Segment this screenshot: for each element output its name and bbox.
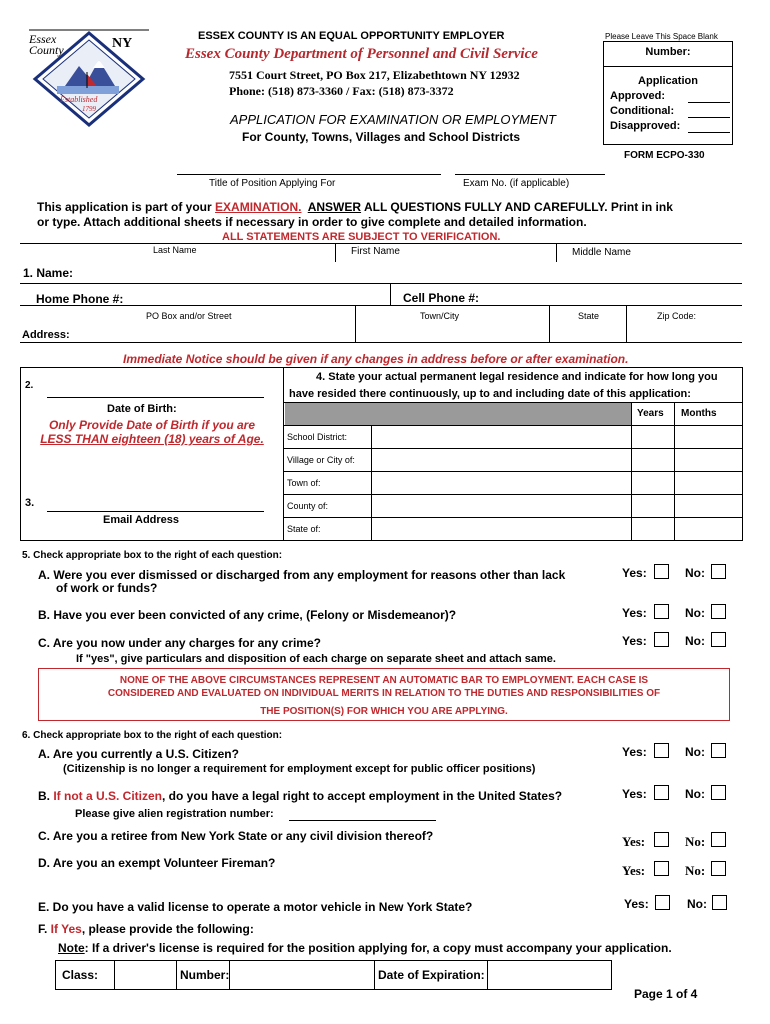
q6e-question: E. Do you have a valid license to operate a motor vehicle in New York State? bbox=[38, 900, 473, 914]
q6d-no-checkbox[interactable] bbox=[711, 861, 726, 876]
cell-phone-label: Cell Phone #: bbox=[403, 291, 480, 305]
q6b-yes-checkbox[interactable] bbox=[654, 785, 669, 800]
office-number-label: Number: bbox=[645, 46, 691, 58]
address-change-notice: Immediate Notice should be given if any changes in address before or after examination. bbox=[123, 352, 629, 366]
office-use-box bbox=[603, 41, 733, 145]
dob-input-line[interactable] bbox=[47, 397, 264, 398]
license-class-input[interactable] bbox=[115, 961, 176, 989]
q6a-question: A. Are you currently a U.S. Citizen? bbox=[38, 747, 239, 761]
q6a-no-label: No: bbox=[685, 745, 705, 759]
alien-registration-input[interactable] bbox=[289, 820, 436, 821]
q5a-question-cont: of work or funds? bbox=[56, 581, 158, 595]
q6f-prefix: F. bbox=[38, 922, 51, 936]
email-number: 3. bbox=[25, 497, 35, 509]
dob-number: 2. bbox=[25, 380, 34, 391]
dob-label: Date of Birth: bbox=[107, 403, 177, 415]
residence-shaded-cell bbox=[285, 402, 631, 425]
logo-county-name bbox=[29, 34, 64, 56]
q6f-red-text: If Yes bbox=[50, 922, 82, 936]
q6b-yes-label: Yes: bbox=[622, 787, 647, 801]
license-class-label: Class: bbox=[62, 968, 99, 982]
state-label: State bbox=[578, 311, 600, 321]
office-use-caption: Please Leave This Space Blank bbox=[605, 32, 718, 41]
q6a-note: (Citizenship is no longer a requirement for employment except for public officer positions) bbox=[63, 763, 536, 775]
q5a-no-label: No: bbox=[685, 566, 705, 580]
license-note bbox=[58, 941, 672, 955]
po-box-label: PO Box and/or Street bbox=[146, 311, 232, 321]
department-address: 7551 Court Street, PO Box 217, Elizabethtown NY 12932 bbox=[229, 68, 520, 82]
q6e-yes-label: Yes: bbox=[624, 897, 649, 911]
q5b-no-checkbox[interactable] bbox=[711, 604, 726, 619]
department-phone: Phone: (518) 873-3360 / Fax: (518) 873-3372 bbox=[229, 84, 454, 98]
q5c-yes-label: Yes: bbox=[622, 634, 647, 648]
notice-line2: CONSIDERED AND EVALUATED ON INDIVIDUAL MERITS IN RELATION TO THE DUTIES AND RESPONSIBILITIES OF bbox=[107, 688, 661, 699]
q5b-no-label: No: bbox=[685, 606, 705, 620]
license-expiration-input[interactable] bbox=[488, 961, 611, 989]
verification-warning: ALL STATEMENTS ARE SUBJECT TO VERIFICATION. bbox=[222, 231, 501, 243]
q5c-no-checkbox[interactable] bbox=[711, 632, 726, 647]
village-city-label: Village or City of: bbox=[287, 455, 355, 465]
first-name-label: First Name bbox=[351, 246, 400, 257]
instructions-part2: ALL QUESTIONS FULLY AND CAREFULLY. Print in ink bbox=[361, 200, 673, 214]
q6a-yes-checkbox[interactable] bbox=[654, 743, 669, 758]
middle-name-label: Middle Name bbox=[572, 247, 631, 258]
office-conditional-label: Conditional: bbox=[610, 105, 675, 117]
residence-intro-line2: have resided there continuously, up to and including date of this application: bbox=[289, 388, 691, 400]
logo-county-word1: Essex bbox=[29, 32, 57, 46]
email-input-line[interactable] bbox=[47, 511, 264, 512]
automatic-bar-notice bbox=[38, 668, 730, 721]
page-number: Page 1 of 4 bbox=[634, 987, 698, 1001]
office-application-label: Application bbox=[638, 75, 698, 87]
q6c-no-checkbox[interactable] bbox=[711, 832, 726, 847]
q5-heading: 5. Check appropriate box to the right of each question: bbox=[22, 550, 283, 561]
q6b-rest: , do you have a legal right to accept employment in the United States? bbox=[162, 789, 563, 803]
state-of-label: State of: bbox=[287, 524, 321, 534]
dob-note-line2: LESS THAN eighteen (18) years of Age. bbox=[40, 432, 264, 446]
form-subtitle: For County, Towns, Villages and School Districts bbox=[242, 130, 521, 144]
logo-county-word2: County bbox=[29, 43, 64, 57]
q5a-yes-checkbox[interactable] bbox=[654, 564, 669, 579]
q6c-yes-checkbox[interactable] bbox=[654, 832, 669, 847]
address-input[interactable] bbox=[75, 322, 355, 342]
notice-line3: THE POSITION(S) FOR WHICH YOU ARE APPLYING. bbox=[260, 706, 508, 717]
q6c-question: C. Are you a retiree from New York State or any civil division thereof? bbox=[38, 829, 434, 843]
residence-intro-line1: 4. State your actual permanent legal residence and indicate for how long you bbox=[316, 371, 718, 383]
name-input-area[interactable] bbox=[100, 262, 742, 282]
license-note-text: : If a driver's license is required for the position applying for, a copy must accompany your application. bbox=[84, 941, 672, 955]
email-label: Email Address bbox=[103, 514, 180, 526]
q6a-yes-label: Yes: bbox=[622, 745, 647, 759]
q6d-question: D. Are you an exempt Volunteer Fireman? bbox=[38, 856, 276, 870]
office-approved-label: Approved: bbox=[610, 90, 665, 102]
address-label: Address: bbox=[22, 329, 70, 341]
license-number-label: Number: bbox=[180, 968, 230, 982]
position-title-label: Title of Position Applying For bbox=[209, 178, 336, 189]
dob-note-line1: Only Provide Date of Birth if you are bbox=[48, 418, 256, 432]
q6e-no-label: No: bbox=[687, 897, 707, 911]
form-title: APPLICATION FOR EXAMINATION OR EMPLOYMENT bbox=[230, 112, 557, 127]
q6-heading: 6. Check appropriate box to the right of each question: bbox=[22, 730, 283, 741]
license-number-input[interactable] bbox=[230, 961, 374, 989]
last-name-label: Last Name bbox=[153, 245, 197, 255]
q6b-prefix: B. bbox=[38, 789, 54, 803]
years-header: Years bbox=[637, 408, 664, 419]
department-name: Essex County Department of Personnel and Civil Service bbox=[185, 46, 538, 62]
equal-opportunity-text: ESSEX COUNTY IS AN EQUAL OPPORTUNITY EMPLOYER bbox=[198, 30, 505, 42]
exam-number-label: Exam No. (if applicable) bbox=[463, 178, 570, 189]
q6d-yes-label: Yes: bbox=[622, 863, 646, 878]
instructions-answer-word: ANSWER bbox=[307, 200, 362, 214]
county-label: County of: bbox=[287, 501, 329, 511]
q5b-yes-label: Yes: bbox=[622, 606, 647, 620]
alien-registration-label: Please give alien registration number: bbox=[75, 808, 274, 820]
county-logo bbox=[27, 28, 151, 130]
q6b-no-checkbox[interactable] bbox=[711, 785, 726, 800]
logo-state: NY bbox=[112, 36, 133, 51]
q5b-question: B. Have you ever been convicted of any crime, (Felony or Misdemeanor)? bbox=[38, 608, 457, 622]
q5c-no-label: No: bbox=[685, 634, 705, 648]
q6b-no-label: No: bbox=[685, 787, 705, 801]
office-disapproved-label: Disapproved: bbox=[610, 120, 681, 132]
license-expiration-label: Date of Expiration: bbox=[378, 968, 485, 982]
dob-age-note bbox=[22, 418, 282, 446]
q6b-question bbox=[38, 789, 562, 803]
q5b-yes-checkbox[interactable] bbox=[654, 604, 669, 619]
zip-code-label: Zip Code: bbox=[657, 311, 697, 321]
cell-phone-input[interactable] bbox=[485, 285, 740, 305]
logo-established: Established bbox=[60, 95, 98, 104]
home-phone-label: Home Phone #: bbox=[36, 292, 124, 306]
instructions-exam-word: EXAMINATION. bbox=[215, 200, 302, 214]
q5c-question: C. Are you now under any charges for any crime? bbox=[38, 636, 321, 650]
instructions-part1: This application is part of your bbox=[37, 200, 216, 214]
instructions-line2: or type. Attach additional sheets if necessary in order to give complete and detailed information. bbox=[37, 215, 587, 229]
q5a-yes-label: Yes: bbox=[622, 566, 647, 580]
q6e-yes-checkbox[interactable] bbox=[655, 895, 670, 910]
form-number: FORM ECPO-330 bbox=[624, 150, 705, 161]
instructions-line1 bbox=[37, 200, 673, 214]
position-title-line[interactable] bbox=[177, 174, 441, 175]
q6d-no-label: No: bbox=[685, 863, 706, 878]
logo-year: 1799 bbox=[82, 105, 96, 113]
q6a-no-checkbox[interactable] bbox=[711, 743, 726, 758]
q6f-rest: , please provide the following: bbox=[81, 922, 254, 936]
q6f-prompt bbox=[38, 922, 254, 936]
q6d-yes-checkbox[interactable] bbox=[654, 861, 669, 876]
name-row-label: 1. Name: bbox=[23, 266, 74, 280]
license-note-label: Note bbox=[58, 941, 85, 955]
q5c-yes-checkbox[interactable] bbox=[654, 632, 669, 647]
school-district-label: School District: bbox=[287, 432, 348, 442]
q5c-note: If "yes", give particulars and disposition of each charge on separate sheet and attach same. bbox=[76, 653, 556, 665]
town-label: Town of: bbox=[287, 478, 321, 488]
home-phone-input[interactable] bbox=[125, 285, 390, 305]
town-city-label: Town/City bbox=[420, 311, 460, 321]
q6c-no-label: No: bbox=[685, 834, 706, 849]
q6e-no-checkbox[interactable] bbox=[712, 895, 727, 910]
q5a-question: A. Were you ever dismissed or discharged from any employment for reasons other than lack bbox=[38, 568, 566, 582]
q5a-no-checkbox[interactable] bbox=[711, 564, 726, 579]
q6c-yes-label: Yes: bbox=[622, 834, 646, 849]
months-header: Months bbox=[681, 408, 717, 419]
q6b-red-text: If not a U.S. Citizen bbox=[53, 789, 163, 803]
notice-line1: NONE OF THE ABOVE CIRCUMSTANCES REPRESENT AN AUTOMATIC BAR TO EMPLOYMENT. EACH CASE IS bbox=[119, 675, 649, 686]
exam-number-line[interactable] bbox=[455, 174, 605, 175]
